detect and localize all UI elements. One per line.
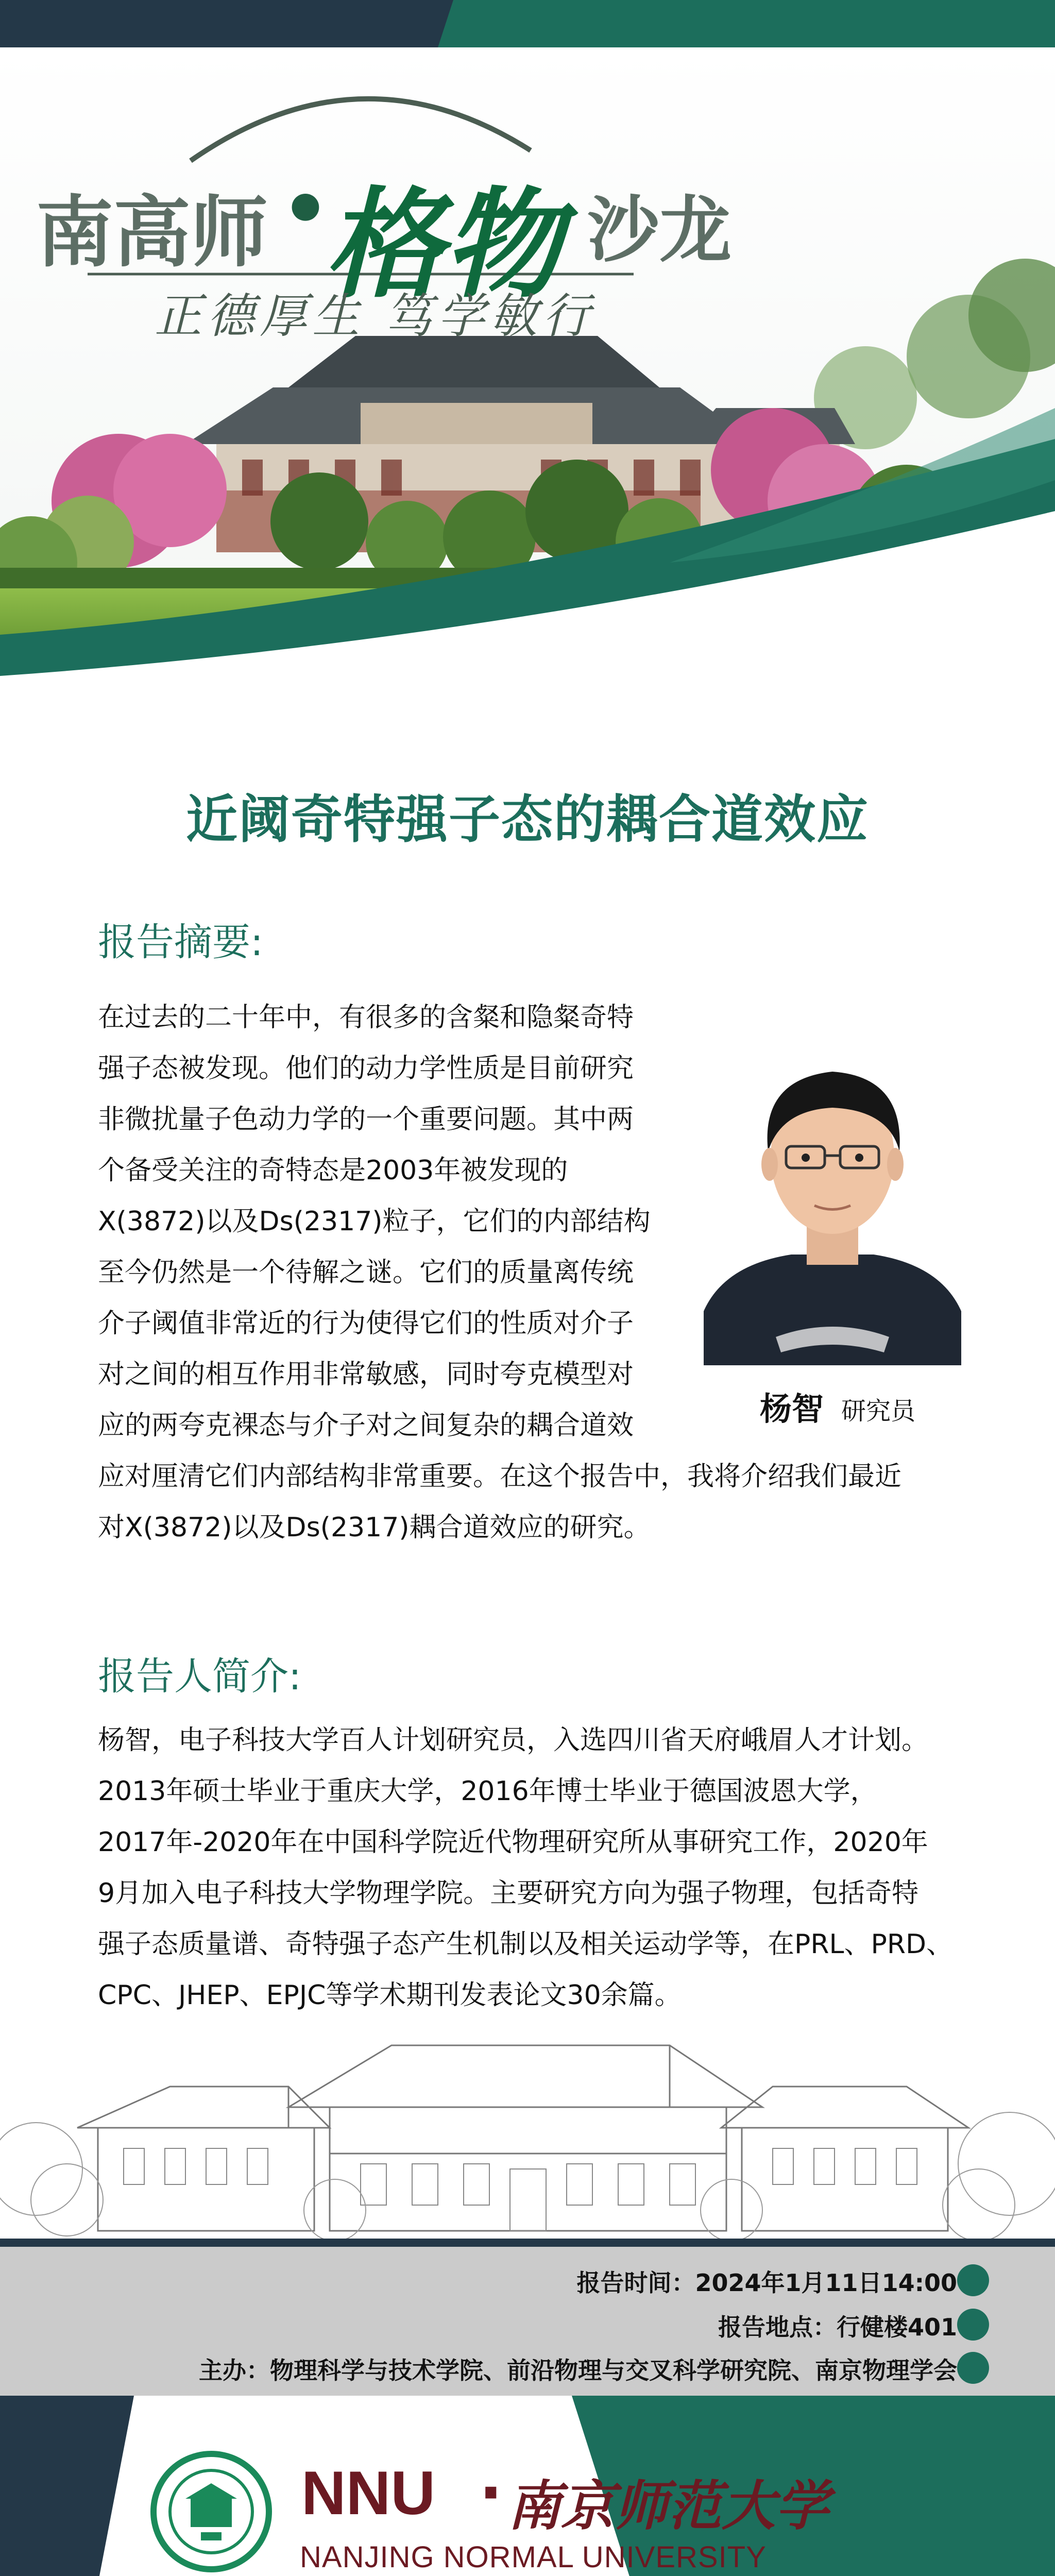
abstract-line: 至今仍然是一个待解之谜。它们的质量离传统 <box>98 1257 634 1288</box>
top-bar-accent <box>0 0 1055 47</box>
university-seal-logo <box>149 2450 273 2573</box>
salon-title-part: 南高师 <box>36 188 268 278</box>
salon-title-dot: • <box>281 165 330 255</box>
salon-title-part: 沙龙 <box>587 189 732 273</box>
abstract-line: 非微扰量子色动力学的一个重要问题。其中两 <box>98 1104 634 1135</box>
footer-dot: · <box>479 2458 503 2529</box>
talk-title: 近阈奇特强子态的耦合道效应 <box>186 789 869 850</box>
salon-title-calligraphy: 格物 <box>325 175 561 314</box>
bio-line: 9月加入电子科技大学物理学院。主要研究方向为强子物理，包括奇特 <box>98 1878 919 1909</box>
abstract-line: 应对厘清它们内部结构非常重要。在这个报告中，我将介绍我们最近 <box>98 1461 902 1492</box>
building-sketch <box>0 1999 1055 2241</box>
abstract-line: 强子态被发现。他们的动力学性质是目前研究 <box>98 1053 634 1084</box>
abstract-line: 介子阈值非常近的行为使得它们的性质对介子 <box>98 1308 634 1339</box>
bio-line: 2017年-2020年在中国科学院近代物理研究所从事研究工作，2020年 <box>98 1827 928 1858</box>
salon-title <box>36 149 732 314</box>
abstract-heading: 报告摘要: <box>98 920 263 964</box>
footer-university-name: 南京师范大学 <box>507 2474 829 2537</box>
school-motto: 正德厚生 笃学敏行 <box>155 289 595 344</box>
abstract-line: 对X(3872)以及Ds(2317)耦合道效应的研究。 <box>98 1512 651 1543</box>
bio-line: 杨智，电子科技大学百人计划研究员，入选四川省天府峨眉人才计划。 <box>98 1725 929 1756</box>
footer-nnu: NNU <box>301 2459 435 2528</box>
bio-line: CPC、JHEP、EPJC等学术期刊发表论文30余篇。 <box>98 1980 682 2011</box>
abstract-line: 对之间的相互作用非常敏感，同时夸克模型对 <box>98 1359 634 1390</box>
abstract-line: 在过去的二十年中，有很多的含粲和隐粲奇特 <box>98 1002 634 1033</box>
speaker-name: 杨智 <box>760 1390 824 1428</box>
organizers: 主办：物理科学与技术学院、前沿物理与交叉科学研究院、南京物理学会 <box>199 2357 957 2384</box>
abstract-line: X(3872)以及Ds(2317)粒子，它们的内部结构 <box>98 1206 651 1237</box>
talk-place: 报告地点：行健楼401 <box>718 2313 957 2341</box>
bio-line: 强子态质量谱、奇特强子态产生机制以及相关运动学等，在PRL、PRD、 <box>98 1929 953 1960</box>
bullet-dot-icon <box>957 2352 989 2384</box>
speaker-title: 研究员 <box>841 1397 916 1426</box>
speaker-photo <box>704 1023 961 1365</box>
abstract-line: 应的两夸克裸态与介子对之间复杂的耦合道效 <box>98 1410 634 1441</box>
bio-line: 2013年硕士毕业于重庆大学，2016年博士毕业于德国波恩大学， <box>98 1776 877 1807</box>
abstract-line: 个备受关注的奇特态是2003年被发现的 <box>98 1155 568 1186</box>
bullet-dot-icon <box>957 2309 989 2341</box>
bullet-dot-icon <box>957 2264 989 2296</box>
talk-time: 报告时间：2024年1月11日14:00 <box>576 2269 957 2297</box>
footer-university-english: NANJING NORMAL UNIVERSITY <box>300 2540 767 2574</box>
bio-heading: 报告人简介: <box>98 1654 301 1699</box>
info-band-rule <box>0 2239 1055 2247</box>
